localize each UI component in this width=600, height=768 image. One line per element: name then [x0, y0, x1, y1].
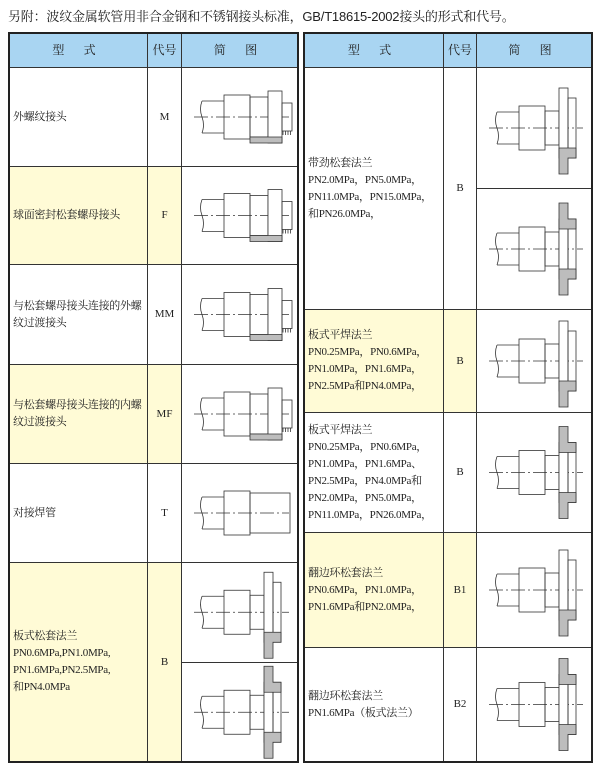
left-row-drawing	[182, 265, 298, 365]
left-row-drawing	[182, 563, 298, 663]
left-row-type	[9, 68, 148, 167]
slip-on-flange-fitting-2-drawing	[477, 413, 591, 532]
left-row-code	[148, 365, 182, 464]
right-row-type	[304, 533, 444, 648]
right-row-type	[304, 310, 444, 413]
left-row-code-text: T	[161, 506, 168, 519]
left-row-type	[9, 365, 148, 464]
left-row-type-text: 球面密封松套螺母接头	[13, 209, 120, 221]
left-row-type-text: 与松套螺母接头连接的外螺纹过渡接头	[13, 299, 142, 329]
left-row-drawing	[182, 68, 298, 167]
left-header-drawing	[182, 33, 298, 68]
left-header-code	[148, 33, 182, 68]
male-thread-fitting-drawing	[182, 68, 297, 166]
right-row-type	[304, 68, 444, 310]
right-header-drawing	[477, 33, 592, 68]
left-row-type	[9, 464, 148, 563]
male-adapter-fitting-drawing	[182, 265, 297, 364]
left-row-code-text: MM	[154, 308, 175, 320]
right-row-code	[444, 413, 477, 533]
right-row-code-text: B	[456, 466, 464, 478]
right-row-drawing	[477, 533, 592, 648]
left-row-drawing	[182, 365, 298, 464]
right-row-type-text: 板式平焊法兰 PN0.25MPa，PN0.6MPa， PN1.0MPa，PN1.6MPa， PN2.5MPa和PN4.0MPa，	[308, 329, 427, 392]
right-row-type-text: 板式平焊法兰 PN0.25MPa，PN0.6MPa， PN1.0MPa，PN1.6MPa、 PN2.5MPa，PN4.0MPa和 PN2.0MPa，PN5.0MPa， PN11.0MPa，PN26.0MPa，	[308, 423, 432, 521]
right-row-drawing	[477, 189, 592, 310]
left-row-code	[148, 563, 182, 762]
right-row-code-text: B2	[453, 698, 467, 710]
left-row-code	[148, 265, 182, 365]
left-header-type	[9, 33, 148, 68]
right-row-drawing	[477, 413, 592, 533]
left-row-drawing	[182, 464, 298, 563]
right-row-code	[444, 310, 477, 413]
right-row-code-text: B1	[453, 583, 467, 596]
right-row-type-text: 翻边环松套法兰 PN1.6MPa（板式法兰）	[308, 689, 419, 719]
left-row-drawing	[182, 167, 298, 265]
lap-joint-flange-fitting-2-drawing	[477, 648, 591, 761]
lap-joint-flange-fitting-drawing	[477, 533, 591, 647]
right-header-type	[304, 33, 444, 68]
right-row-type	[304, 413, 444, 533]
left-row-code	[148, 68, 182, 167]
page-title: 另附：波纹金属软管用非合金钢和不锈钢接头标准，GB/T18615-2002接头的形式和代号。	[8, 9, 515, 24]
right-row-code	[444, 68, 477, 310]
loose-flange-fitting-2-drawing	[182, 663, 297, 762]
left-row-code-text: MF	[156, 407, 173, 420]
female-adapter-fitting-drawing	[182, 365, 297, 463]
right-row-code	[444, 533, 477, 648]
left-row-type	[9, 167, 148, 265]
neck-flange-fitting-drawing	[477, 68, 591, 188]
right-row-drawing	[477, 310, 592, 413]
left-row-drawing	[182, 663, 298, 763]
left-row-type-text: 外螺纹接头	[13, 110, 67, 123]
left-row-code-text: F	[161, 209, 168, 221]
left-row-type-text: 板式松套法兰 PN0.6MPa,PN1.0MPa, PN1.6MPa,PN2.5MPa, 和PN4.0MPa	[13, 630, 111, 693]
slip-on-flange-fitting-drawing	[477, 310, 591, 412]
left-row-code	[148, 167, 182, 265]
right-header-code	[444, 33, 477, 68]
left-row-type-text: 与松套螺母接头连接的内螺纹过渡接头	[13, 399, 142, 428]
right-header-type-text: 型 式	[347, 42, 400, 57]
left-row-code-text: M	[159, 110, 170, 123]
right-row-code	[444, 648, 477, 762]
right-row-drawing	[477, 68, 592, 189]
left-row-code	[148, 464, 182, 563]
right-row-type-text: 带劲松套法兰 PN2.0MPa，PN5.0MPa， PN11.0MPa，PN15.0MPa， 和PN26.0MPa，	[308, 156, 432, 220]
left-row-type-text: 对接焊管	[13, 506, 56, 519]
right-row-code-text: B	[456, 182, 464, 194]
left-header-type-text: 型 式	[52, 42, 104, 57]
left-header-drawing-text: 简 图	[213, 42, 266, 57]
left-row-type	[9, 563, 148, 762]
right-header-code-text: 代号	[447, 42, 472, 57]
right-row-type-text: 翻边环松套法兰 PN0.6MPa，PN1.0MPa， PN1.6MPa和PN2.0MPa，	[308, 566, 422, 613]
neck-flange-fitting-2-drawing	[477, 189, 591, 309]
right-row-drawing	[477, 648, 592, 762]
left-row-type	[9, 265, 148, 365]
loose-flange-fitting-drawing	[182, 563, 297, 662]
butt-weld-fitting-drawing	[182, 464, 297, 562]
right-row-type	[304, 648, 444, 762]
right-header-drawing-text: 简 图	[508, 42, 560, 57]
left-header-code-text: 代号	[152, 42, 177, 57]
right-row-code-text: B	[456, 354, 464, 367]
left-row-code-text: B	[160, 655, 169, 668]
swivel-nut-fitting-drawing	[182, 167, 297, 264]
